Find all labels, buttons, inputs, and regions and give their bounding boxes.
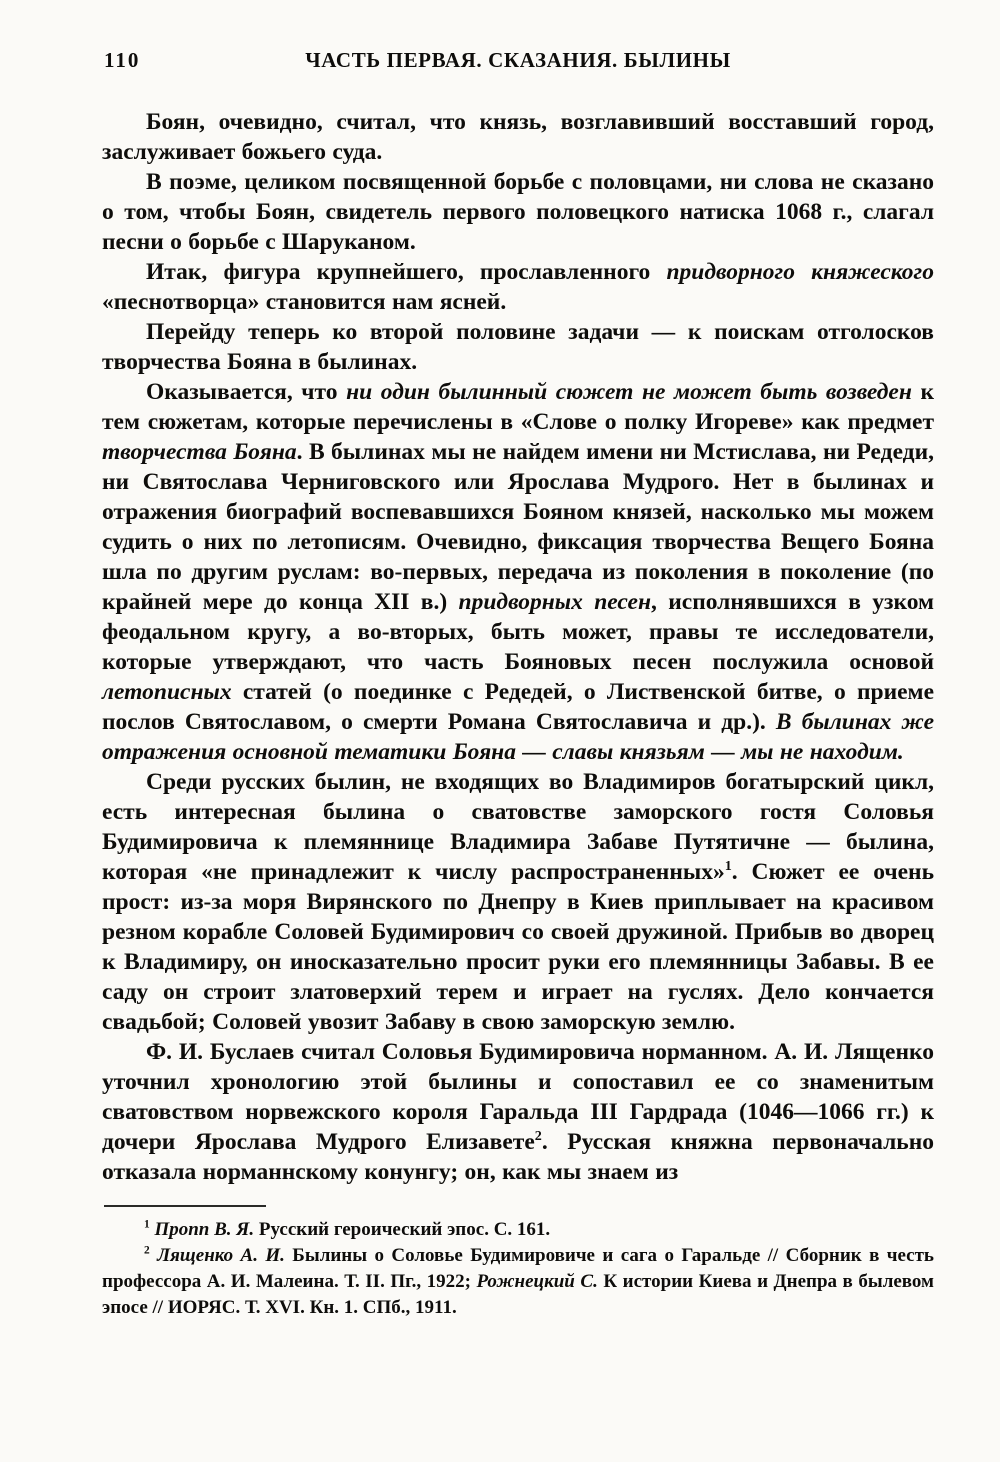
emphasized-text: Рожнецкий С. — [476, 1271, 598, 1292]
emphasized-text: придворного княжеского — [666, 259, 934, 285]
emphasized-text: летописных — [102, 679, 232, 705]
emphasized-text: В былинах же отражения основной тематики Бояна — славы князьям — мы не находим. — [102, 709, 935, 765]
text-run: Оказывается, что — [146, 379, 347, 405]
body-paragraph — [102, 167, 934, 257]
footnote — [102, 1217, 934, 1243]
emphasized-text: ни один былинный сюжет не может быть возведен — [346, 379, 912, 405]
emphasized-text: придворных песен — [458, 589, 651, 615]
emphasized-text: Пропп В. Я. — [154, 1219, 255, 1240]
text-run: В поэме, целиком посвященной борьбе с половцами, ни слова не сказано о том, чтобы Боян, свидетель первого половецкого натиска 1068 г., слагал песни о борьбе с Шаруканом. — [102, 169, 934, 255]
body-paragraph — [102, 377, 934, 767]
page-number: 110 — [104, 48, 141, 72]
text-run: Перейду теперь ко второй половине задачи — к поискам отголосков творчества Бояна в былинах. — [102, 319, 934, 375]
footnote — [102, 1243, 934, 1321]
text-run: Русский героический эпос. С. 161. — [254, 1219, 551, 1240]
footnote-reference: 2 — [534, 1128, 542, 1145]
running-title: ЧАСТЬ ПЕРВАЯ. СКАЗАНИЯ. БЫЛИНЫ — [305, 48, 731, 72]
body-paragraph — [102, 767, 934, 1037]
footnote-reference: 1 — [724, 858, 732, 875]
footnote-reference: 1 — [144, 1218, 150, 1231]
body-text — [102, 107, 934, 1187]
text-run: . Сюжет ее очень прост: из-за моря Вирянского по Днепру в Киев приплывает на красивом резном корабле Соловей Будимирович со своей дружиной. Прибыв во дворец к Владимиру, он иносказательно просит руки его племянницы Забавы. В ее саду он строит златоверхий терем и играет на гуслях. Дело кончается свадьбой; Соловей увозит Забаву в свою заморскую землю. — [102, 859, 934, 1035]
text-run: Былины о Соловье Будимировиче и сага о Гаральде // Сборник в честь профессора А. И. Малеина. Т. II. Пг., 1922; — [102, 1245, 934, 1292]
footnote-divider — [104, 1205, 266, 1207]
text-run: . В былинах мы не найдем имени ни Мстислава, ни Редеди, ни Святослава Черниговского или Ярослава Мудрого. Нет в былинах и отражения биографий воспевавшихся Бояном князей, насколько мы можем судить о них по летописям. Очевидно, фиксация творчества Вещего Бояна шла по другим руслам: во-первых, передача из поколения в поколение (по крайней мере до конца XII в.) — [102, 439, 934, 615]
text-run: Итак, фигура крупнейшего, прославленного — [146, 259, 667, 285]
emphasized-text: Лященко А. И. — [157, 1245, 285, 1266]
footnote-reference: 2 — [144, 1244, 150, 1257]
text-run: Среди русских былин, не входящих во Владимиров богатырский цикл, есть интересная былина о сватовстве заморского гостя Соловья Будимировича к племяннице Владимира Забаве Путятичне — былина, которая «не принадлежит к числу распространенных» — [102, 769, 934, 885]
text-run: . Русская княжна первоначально отказала норманнскому конунгу; он, как мы знаем из — [102, 1129, 935, 1185]
running-header — [102, 48, 934, 73]
body-paragraph — [102, 107, 934, 167]
text-run — [150, 1245, 157, 1266]
text-run: Ф. И. Буслаев считал Соловья Будимировича норманном. А. И. Лященко уточнил хронологию этой былины и сопоставил ее со знаменитым сватовством норвежского короля Гаральда III Гардрада (1046—1066 гг.) к дочери Ярослава Мудрого Елизавете — [102, 1039, 934, 1155]
text-run: «песнотворца» становится нам ясней. — [102, 289, 507, 315]
text-run: статей (о поединке с Редедей, о Лиственской битве, о приеме послов Святославом, о смерти Романа Святославича и др.). — [102, 679, 934, 735]
text-run: , исполнявшихся в узком феодальном кругу, а во-вторых, быть может, правы те исследователи, которые утверждают, что часть Бояновых песен послужила основой — [102, 589, 935, 675]
text-run: Боян, очевидно, считал, что князь, возглавивший восставший город, заслуживает божьего суда. — [102, 109, 934, 165]
body-paragraph — [102, 317, 934, 377]
text-run: К истории Киева и Днепра в былевом эпосе // ИОРЯС. Т. XVI. Кн. 1. СПб., 1911. — [102, 1271, 934, 1318]
body-paragraph — [102, 257, 934, 317]
footnotes — [102, 1217, 934, 1321]
text-run: к тем сюжетам, которые перечислены в «Слове о полку Игореве» как предмет — [102, 379, 934, 435]
emphasized-text: творчества Бояна — [102, 439, 297, 465]
body-paragraph — [102, 1037, 934, 1187]
